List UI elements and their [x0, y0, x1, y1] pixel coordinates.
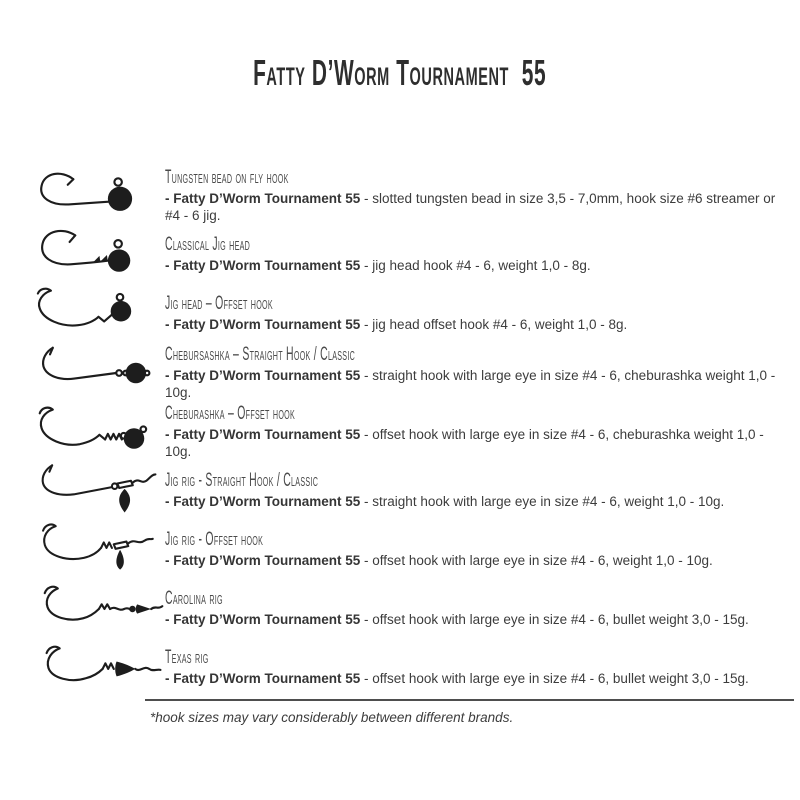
- rig-title: Jig head – Offset hook: [165, 293, 273, 314]
- rig-description: - Fatty D’Worm Tournament 55 - offset hook with large eye in size #4 - 6, cheburashka weight 1,0 - 10g.: [165, 426, 764, 459]
- list-item: [22, 402, 800, 461]
- rig-list: [0, 166, 800, 697]
- rig-title: Classical Jig head: [165, 234, 251, 255]
- page-header: [0, 0, 800, 94]
- rig-description: - Fatty D’Worm Tournament 55 - straight hook with large eye in size #4 - 6, cheburashka weight 1,0 - 10g.: [165, 367, 776, 400]
- jig-rig-offset-hook-icon: [22, 524, 165, 576]
- footnote: *hook sizes may vary considerably between different brands.: [150, 710, 514, 725]
- list-item: [22, 284, 800, 343]
- list-item: [22, 461, 800, 520]
- list-item: [22, 579, 800, 638]
- rig-description: - Fatty D’Worm Tournament 55 - jig head hook #4 - 6, weight 1,0 - 8g.: [165, 258, 591, 273]
- list-item: [22, 638, 800, 697]
- rig-description: - Fatty D’Worm Tournament 55 - offset hook with large eye in size #4 - 6, weight 1,0 - 10g.: [165, 553, 713, 568]
- list-item: [22, 225, 800, 284]
- rig-description: - Fatty D’Worm Tournament 55 - jig head offset hook #4 - 6, weight 1,0 - 8g.: [165, 317, 628, 332]
- jig-head-offset-hook-icon: [22, 286, 165, 342]
- carolina-rig-icon: [22, 581, 165, 637]
- list-item: [22, 166, 800, 225]
- rig-title: Jig rig - Straight Hook / Classic: [165, 470, 319, 491]
- rig-title: Tungsten bead on fly hook: [165, 166, 289, 188]
- rig-title: Jig rig - Offset hook: [165, 529, 264, 550]
- rig-description: - Fatty D’Worm Tournament 55 - slotted tungsten bead in size 3,5 - 7,0mm, hook size #6 streamer or #4 - 6 jig.: [165, 190, 776, 223]
- page-title: Fatty D’Worm Tournament 55: [253, 52, 547, 93]
- rig-title: Chebursashka – Straight Hook / Classic: [165, 343, 356, 365]
- jig-rig-straight-hook-icon: [22, 465, 165, 517]
- texas-rig-icon: [22, 640, 165, 696]
- footer-divider: [145, 699, 794, 701]
- fly-hook-tungsten-bead-icon: [22, 168, 165, 224]
- list-item: [22, 343, 800, 402]
- rig-title: Texas rig: [165, 647, 209, 668]
- cheburashka-straight-hook-icon: [22, 345, 165, 401]
- rig-description: - Fatty D’Worm Tournament 55 - offset hook with large eye in size #4 - 6, bullet weight 3,0 - 15g.: [165, 612, 749, 627]
- rig-description: - Fatty D’Worm Tournament 55 - straight hook with large eye in size #4 - 6, weight 1,0 - 10g.: [165, 494, 725, 509]
- rig-title: Cheburashka – Offset hook: [165, 402, 296, 424]
- list-item: [22, 520, 800, 579]
- cheburashka-offset-hook-icon: [22, 404, 165, 460]
- rig-title: Carolina rig: [165, 588, 223, 609]
- rig-description: - Fatty D’Worm Tournament 55 - offset hook with large eye in size #4 - 6, bullet weight 3,0 - 15g.: [165, 671, 749, 686]
- classical-jig-head-icon: [22, 227, 165, 283]
